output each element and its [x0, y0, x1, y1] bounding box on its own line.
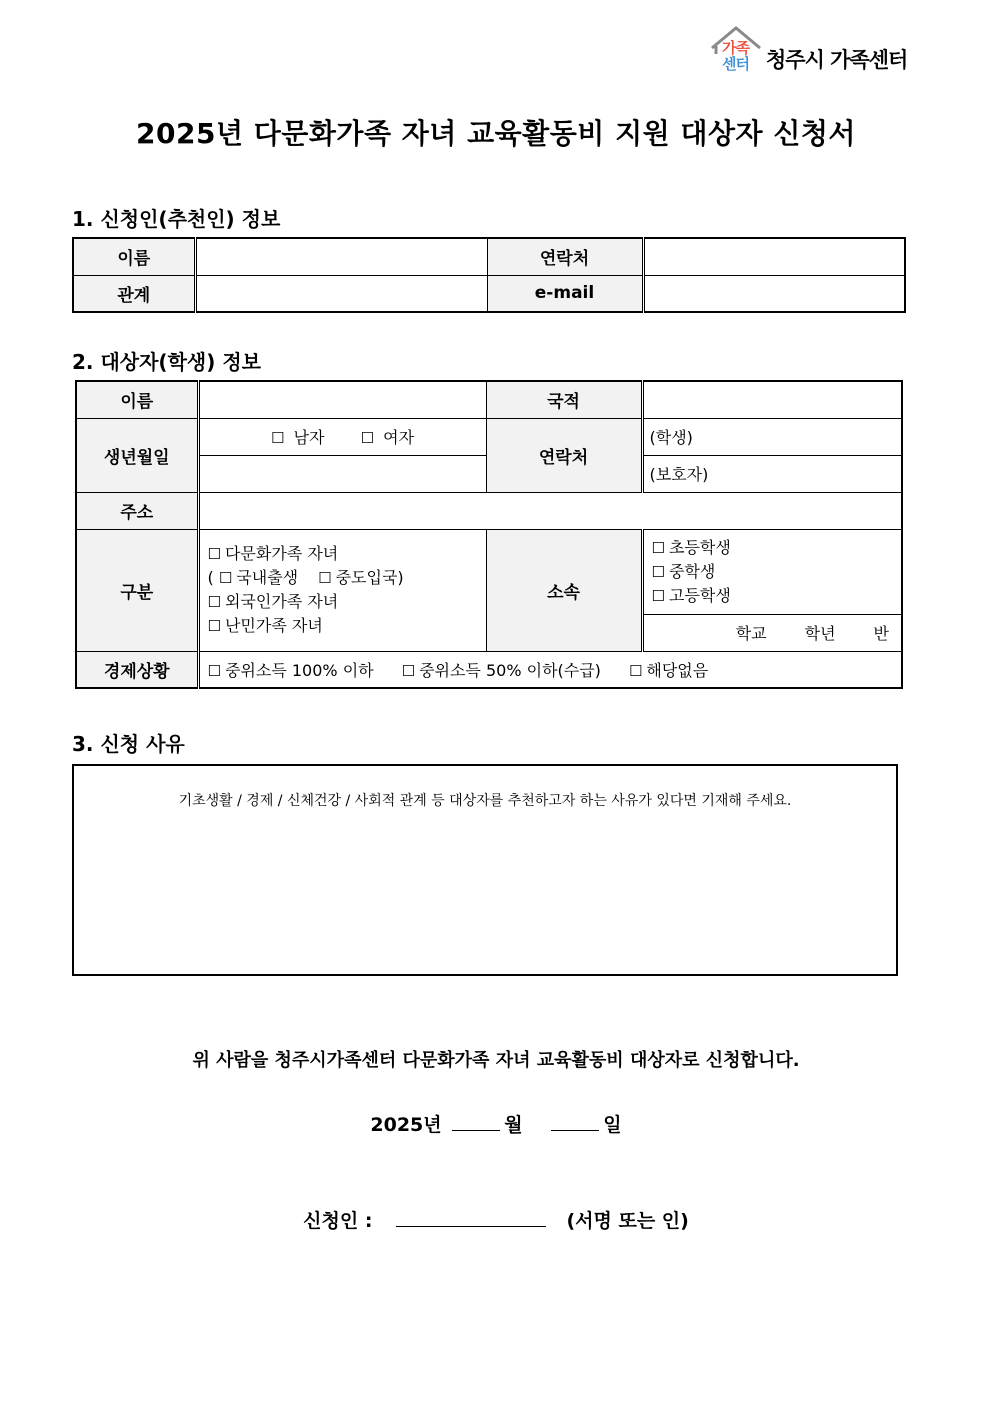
refugee-family-checkbox[interactable]: ☐: [207, 617, 221, 635]
affiliation-label: 소속: [486, 529, 642, 651]
elementary-checkbox[interactable]: ☐: [651, 538, 665, 557]
paren-open: (: [207, 568, 214, 587]
birth-label: 생년월일: [76, 418, 198, 492]
elementary-label: 초등학생: [668, 537, 731, 557]
applicant-email-field[interactable]: [643, 275, 905, 312]
economy-label: 경제상황: [76, 651, 198, 688]
multicultural-label: 다문화가족 자녀: [224, 544, 339, 563]
signature-label: 신청인 :: [303, 1210, 373, 1232]
foreign-family-checkbox[interactable]: ☐: [207, 593, 221, 611]
category-label: 구분: [76, 529, 198, 651]
section1-heading: 1. 신청인(추천인) 정보: [72, 207, 281, 231]
applicant-contact-label: 연락처: [487, 238, 643, 275]
student-name-field[interactable]: [198, 381, 486, 418]
signature-line: [0, 1206, 992, 1233]
income-50-label: 중위소득 50% 이하(수급): [419, 660, 601, 680]
section2-heading: 2. 대상자(학생) 정보: [72, 350, 261, 374]
nationality-field[interactable]: [642, 381, 902, 418]
reason-guide: 기초생활 / 경제 / 신체건강 / 사회적 관계 등 대상자를 추천하고자 하는 사유가 있다면 기재해 주세요.: [178, 793, 792, 809]
logo-text: 청주시 가족센터: [766, 48, 908, 72]
date-line: [0, 1110, 992, 1137]
category-options: [198, 529, 486, 651]
signature-note: (서명 또는 인): [566, 1210, 689, 1232]
applicant-email-label: e-mail: [487, 275, 643, 312]
reason-box[interactable]: [72, 764, 898, 976]
middle-checkbox[interactable]: ☐: [651, 562, 665, 581]
applicant-table: [72, 237, 906, 313]
not-applicable-checkbox[interactable]: ☐: [628, 661, 643, 680]
student-name-label: 이름: [76, 381, 198, 418]
month-blank[interactable]: [452, 1110, 500, 1131]
income-100-checkbox[interactable]: ☐: [207, 661, 221, 680]
signature-blank[interactable]: [396, 1206, 546, 1227]
applicant-relation-field[interactable]: [195, 275, 487, 312]
school-suffix: 학교: [735, 624, 767, 643]
student-table: [75, 380, 903, 689]
declaration: 위 사람을 청주시가족센터 다문화가족 자녀 교육활동비 대상자로 신청합니다.: [192, 1050, 800, 1071]
address-field[interactable]: [198, 492, 902, 529]
page-title: 2025년 다문화가족 자녀 교육활동비 지원 대상자 신청서: [136, 117, 856, 150]
student-contact-label: 연락처: [486, 418, 642, 492]
date-year: 2025년: [370, 1114, 442, 1136]
middle-label: 중학생: [668, 561, 716, 581]
date-day: 일: [603, 1114, 622, 1136]
applicant-relation-label: 관계: [73, 275, 195, 312]
high-label: 고등학생: [668, 585, 731, 605]
midway-entry-checkbox[interactable]: ☐: [318, 569, 332, 587]
refugee-family-label: 난민가족 자녀: [224, 616, 323, 635]
male-checkbox[interactable]: ☐: [270, 429, 285, 447]
student-contact-field[interactable]: (학생): [642, 418, 902, 455]
applicant-contact-field[interactable]: [643, 238, 905, 275]
school-grade-class-field[interactable]: [642, 614, 902, 651]
nationality-label: 국적: [486, 381, 642, 418]
address-label: 주소: [76, 492, 198, 529]
midway-entry-label: 중도입국: [335, 568, 398, 587]
multicultural-checkbox[interactable]: ☐: [207, 545, 221, 563]
birth-date-field[interactable]: [198, 455, 486, 492]
not-applicable-label: 해당없음: [646, 660, 709, 680]
female-label: 여자: [383, 428, 415, 447]
domestic-birth-label: 국내출생: [236, 568, 299, 587]
affiliation-options: [642, 529, 902, 614]
guardian-contact-field[interactable]: (보호자): [642, 455, 902, 492]
gender-options: [198, 418, 486, 455]
center-logo: [708, 24, 923, 80]
economy-options: [198, 651, 902, 688]
day-blank[interactable]: [551, 1110, 599, 1131]
income-100-label: 중위소득 100% 이하: [224, 660, 374, 680]
logo-mark: 가족 센터: [722, 39, 749, 73]
applicant-name-field[interactable]: [195, 238, 487, 275]
high-checkbox[interactable]: ☐: [651, 586, 665, 605]
domestic-birth-checkbox[interactable]: ☐: [218, 569, 233, 587]
paren-close: ): [397, 568, 404, 587]
applicant-name-label: 이름: [73, 238, 195, 275]
grade-suffix: 학년: [804, 624, 836, 643]
section3-heading: 3. 신청 사유: [72, 732, 185, 756]
class-suffix: 반: [873, 624, 889, 643]
female-checkbox[interactable]: ☐: [360, 429, 375, 447]
male-label: 남자: [293, 428, 325, 447]
date-month: 월: [504, 1114, 523, 1136]
foreign-family-label: 외국인가족 자녀: [224, 592, 339, 611]
income-50-checkbox[interactable]: ☐: [401, 661, 416, 680]
